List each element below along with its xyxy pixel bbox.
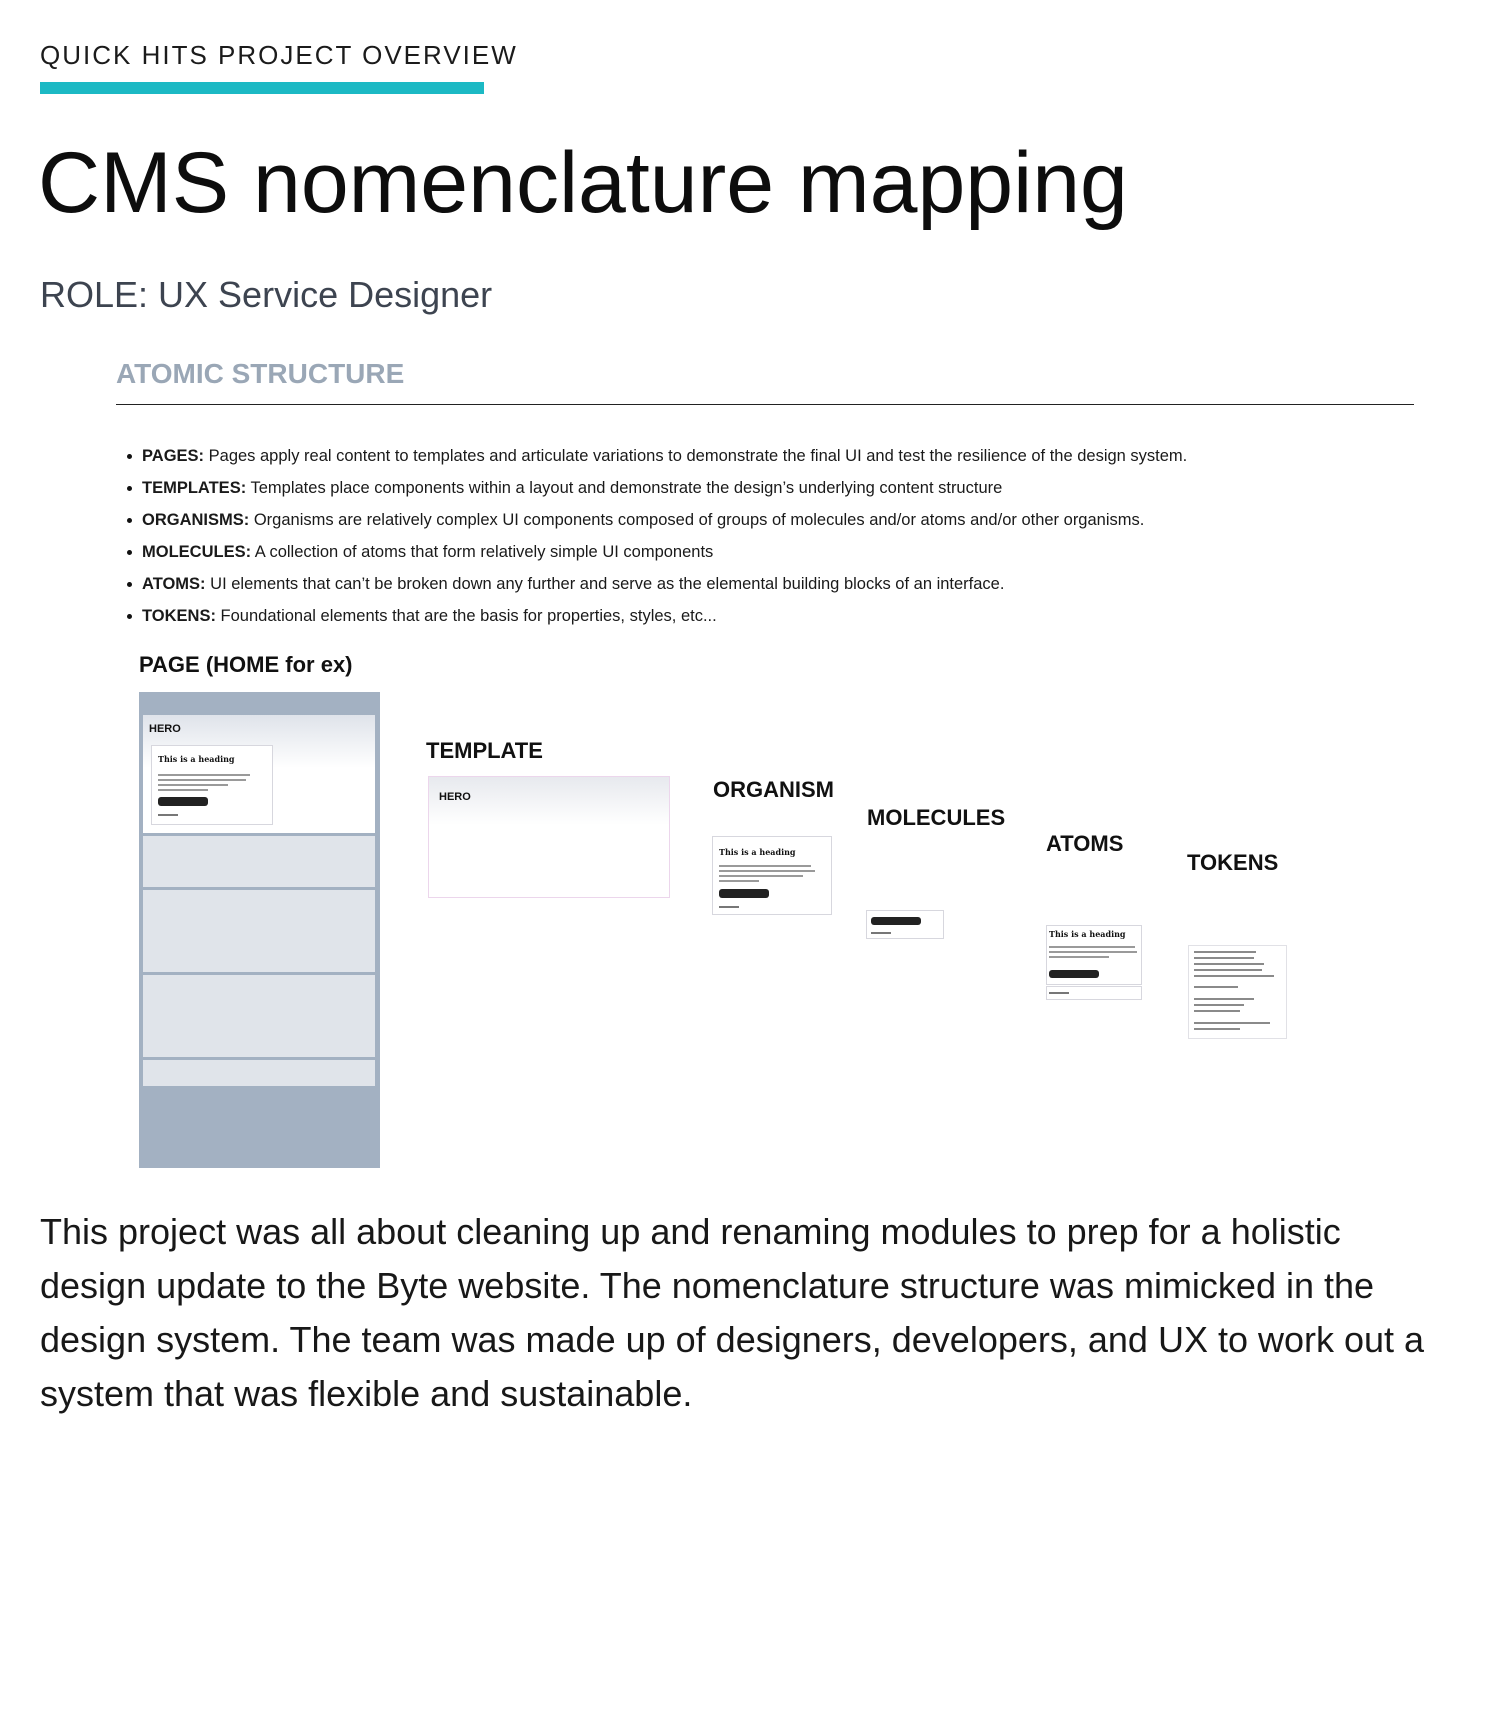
list-item [126, 472, 1426, 504]
eyebrow-accent-bar [40, 82, 484, 94]
atoms-diagram-label: ATOMS [1046, 831, 1124, 856]
text-link [158, 814, 178, 816]
content-block [143, 890, 375, 972]
text-line [158, 784, 228, 786]
token-line [1194, 951, 1256, 953]
token-line [1194, 1010, 1240, 1012]
list-item-desc: UI elements that can’t be broken down any further and serve as the elemental building blocks of an interface. [205, 575, 1005, 593]
list-item-term: TEMPLATES: [142, 479, 247, 497]
molecule-mockup [866, 910, 944, 939]
list-item-term: ATOMS: [142, 575, 206, 593]
token-line [1194, 998, 1254, 1000]
token-line [1194, 1004, 1244, 1006]
primary-button [871, 917, 921, 925]
list-item-term: PAGES: [142, 447, 205, 465]
atomic-structure-list [126, 440, 1426, 632]
template-diagram-label: TEMPLATE [426, 738, 543, 763]
tokens-mockup [1188, 945, 1287, 1039]
list-item-term: TOKENS: [142, 607, 216, 625]
text-link [719, 906, 739, 908]
text-line [158, 789, 208, 791]
role-line: ROLE: UX Service Designer [40, 274, 493, 315]
text-line [719, 875, 803, 877]
template-mockup [428, 776, 670, 898]
text-line [719, 880, 759, 882]
template-hero-label: HERO [439, 791, 471, 803]
atoms-mockup [1046, 925, 1142, 985]
primary-button [719, 889, 769, 898]
list-item-desc: Organisms are relatively complex UI components composed of groups of molecules and/or atoms and/or other organisms. [249, 511, 1145, 529]
content-block [143, 836, 375, 887]
molecules-diagram-label: MOLECULES [867, 805, 1006, 830]
page-mockup [139, 692, 380, 1168]
hero-block [143, 715, 375, 833]
content-block [143, 975, 375, 1057]
token-line [1194, 1028, 1240, 1030]
list-item [126, 536, 1426, 568]
list-item [126, 600, 1426, 632]
page-title: CMS nomenclature mapping [38, 135, 1128, 231]
token-line [1194, 963, 1264, 965]
atom-heading: This is a heading [1049, 929, 1126, 939]
text-line [158, 779, 246, 781]
list-item-term: ORGANISMS: [142, 511, 250, 529]
token-line [1194, 957, 1254, 959]
primary-button [1049, 970, 1099, 978]
eyebrow-label: QUICK HITS PROJECT OVERVIEW [40, 40, 518, 70]
list-item-desc: Templates place components within a layout and demonstrate the design’s underlying content structure [246, 479, 1003, 497]
section-divider [116, 404, 1414, 405]
text-line [1049, 946, 1135, 948]
hero-card [151, 745, 273, 825]
text-line [1049, 956, 1109, 958]
text-line [719, 870, 815, 872]
token-line [1194, 1022, 1270, 1024]
list-item-desc: A collection of atoms that form relatively simple UI components [251, 543, 714, 561]
primary-button [158, 797, 208, 806]
section-title: ATOMIC STRUCTURE [116, 358, 405, 389]
text-link [1049, 992, 1069, 994]
organism-diagram-label: ORGANISM [713, 777, 834, 802]
list-item [126, 440, 1426, 472]
list-item-desc: Foundational elements that are the basis for properties, styles, etc... [215, 607, 717, 625]
list-item [126, 504, 1426, 536]
list-item-term: MOLECULES: [142, 543, 252, 561]
project-description: This project was all about cleaning up and renaming modules to prep for a holistic design update to the Byte website. The nomenclature structure was mimicked in the design system. The team was made up of designers, developers, and UX to work out a system that was flexible and sustainable. [40, 1211, 1425, 1414]
organism-mockup [712, 836, 832, 915]
token-line [1194, 986, 1238, 988]
text-line [719, 865, 811, 867]
text-line [1049, 951, 1137, 953]
list-item-desc: Pages apply real content to templates and articulate variations to demonstrate the final UI and test the resilience of the design system. [204, 447, 1188, 465]
list-item [126, 568, 1426, 600]
hero-label: HERO [149, 723, 181, 735]
organism-heading: This is a heading [719, 847, 796, 857]
card-heading: This is a heading [158, 754, 235, 764]
page-diagram-label: PAGE (HOME for ex) [139, 652, 353, 677]
tokens-diagram-label: TOKENS [1187, 850, 1279, 875]
atom-link-box [1046, 986, 1142, 1000]
text-link [871, 932, 891, 934]
content-block [143, 1060, 375, 1086]
token-line [1194, 969, 1262, 971]
token-line [1194, 975, 1274, 977]
text-line [158, 774, 250, 776]
